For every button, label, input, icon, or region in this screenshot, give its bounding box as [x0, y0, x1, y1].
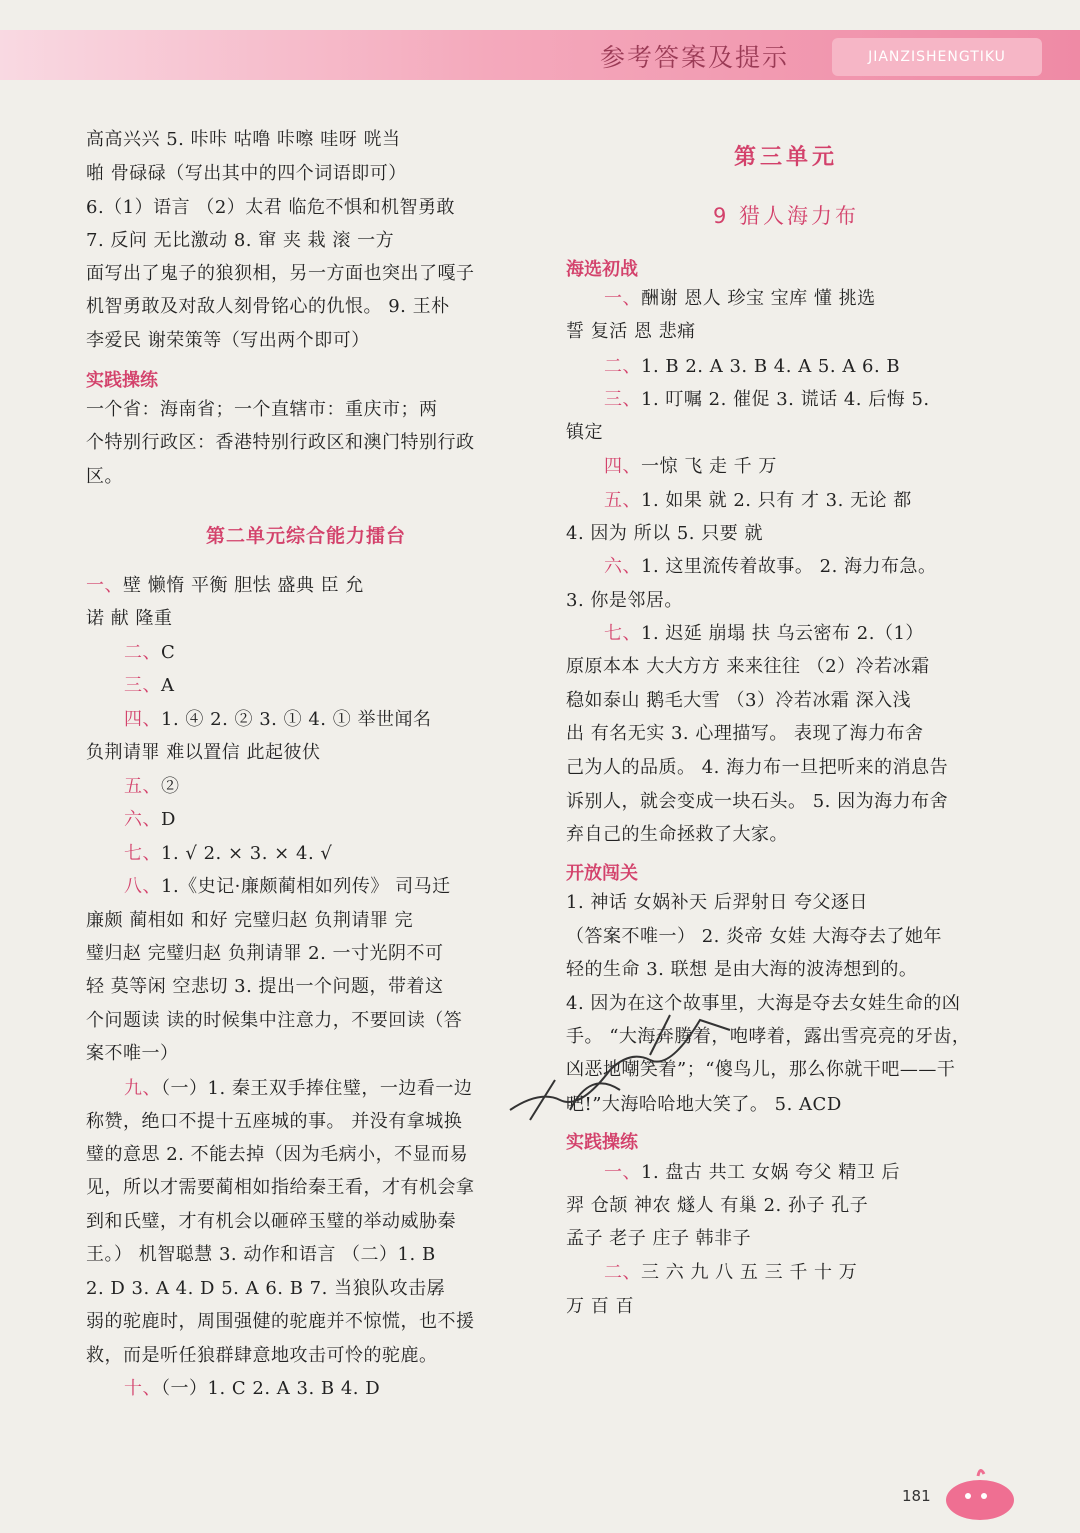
answer-line: 弃自己的生命拯救了大家。: [566, 824, 788, 845]
section-heading-practice: 实践操练: [86, 370, 158, 391]
answer-line: 负荆请罪 难以置信 此起彼伏: [86, 742, 321, 763]
answer-line: 誓 复活 恩 悲痛: [566, 321, 696, 342]
answer-line: 见，所以才需要蔺相如指给秦王看，才有机会拿: [86, 1177, 475, 1198]
answer-line: 案不唯一）: [86, 1043, 179, 1064]
answer-line: 4. 因为在这个故事里，大海是夺去女娃生命的凶: [566, 993, 961, 1014]
header-tag: JIANZISHENGTIKU: [832, 38, 1042, 76]
answer-line: 一、1. 盘古 共工 女娲 夸父 精卫 后: [604, 1162, 901, 1183]
page-number: 181: [902, 1487, 931, 1505]
left-line: 6.（1）语言 （2）太君 临危不惧和机智勇敢: [86, 197, 456, 218]
answer-line: 称赞，绝口不提十五座城的事。 并没有拿城换: [86, 1111, 463, 1132]
answer-line: 王。） 机智聪慧 3. 动作和语言 （二）1. B: [86, 1244, 436, 1265]
answer-line: 1. 神话 女娲补天 后羿射日 夸父逐日: [566, 892, 869, 913]
header-title: 参考答案及提示: [600, 43, 790, 72]
answer-line: 四、1. ④ 2. ② 3. ① 4. ① 举世闻名: [124, 709, 432, 730]
answer-line: 二、C: [124, 642, 176, 663]
answer-line: 羿 仓颉 神农 燧人 有巢 2. 孙子 孔子: [566, 1195, 869, 1216]
answer-line: 二、1. B 2. A 3. B 4. A 5. A 6. B: [604, 356, 901, 377]
answer-line: 诺 献 隆重: [86, 608, 173, 629]
answer-line: 七、1. 迟延 崩塌 扶 乌云密布 2.（1）: [604, 623, 924, 644]
answer-line: 诉别人，就会变成一块石头。 5. 因为海力布舍: [566, 791, 949, 812]
answer-line: 璧归赵 完璧归赵 负荆请罪 2. 一寸光阴不可: [86, 943, 444, 964]
answer-line: 救，而是听任狼群肆意地攻击可怜的驼鹿。: [86, 1345, 438, 1366]
practice-line: 一个省：海南省；一个直辖市：重庆市；两: [86, 399, 438, 420]
answer-line: 一、酬谢 恩人 珍宝 宝库 懂 挑选: [604, 288, 876, 309]
left-line: 面写出了鬼子的狼狈相，另一方面也突出了嘎子: [86, 263, 475, 284]
left-line: 机智勇敢及对敌人刻骨铭心的仇恨。 9. 王朴: [86, 296, 450, 317]
left-line: 啪 骨碌碌（写出其中的四个词语即可）: [86, 163, 407, 184]
answer-line: 三、A: [124, 675, 175, 696]
section-heading-2: 开放闯关: [566, 863, 638, 884]
answer-line: （答案不唯一） 2. 炎帝 女娃 大海夺去了她年: [566, 926, 943, 947]
answer-line: 万 百 百: [566, 1296, 634, 1317]
lesson-title: 9 猎人海力布: [712, 204, 860, 228]
answer-line: 弱的驼鹿时，周围强健的驼鹿并不惊慌，也不援: [86, 1311, 475, 1332]
answer-line: 六、D: [124, 809, 176, 830]
answer-line: 七、1. √ 2. × 3. × 4. √: [124, 843, 333, 864]
answer-line: 吧!”大海哈哈地大笑了。 5. ACD: [566, 1094, 842, 1115]
answer-line: 二、三 六 九 八 五 三 千 十 万: [604, 1262, 858, 1283]
answer-line: 三、1. 叮嘱 2. 催促 3. 谎话 4. 后悔 5.: [604, 389, 930, 410]
answer-line: 2. D 3. A 4. D 5. A 6. B 7. 当狼队攻击孱: [86, 1278, 446, 1299]
answer-line: 五、②: [124, 776, 180, 797]
answer-line: 原原本本 大大方方 来来往往 （2）冷若冰霜: [566, 656, 930, 677]
left-line: 7. 反问 无比激动 8. 窜 夹 栽 滚 一方: [86, 230, 395, 251]
answer-line: 八、1.《史记·廉颇蔺相如列传》 司马迁: [124, 876, 451, 897]
left-line: 高高兴兴 5. 咔咔 咕噜 咔嚓 哇呀 咣当: [86, 129, 401, 150]
answer-line: 镇定: [566, 422, 603, 443]
practice-line: 个特别行政区：香港特别行政区和澳门特别行政: [86, 432, 475, 453]
pink-whale-mascot-icon: [940, 1462, 1020, 1522]
answer-line: 十、（一）1. C 2. A 3. B 4. D: [124, 1378, 381, 1399]
answer-line: 六、1. 这里流传着故事。 2. 海力布急。: [604, 556, 937, 577]
answer-line: 个问题读 读的时候集中注意力，不要回读（答: [86, 1010, 463, 1031]
unit-review-title: 第二单元综合能力擂台: [205, 525, 406, 547]
answer-line: 出 有名无实 3. 心理描写。 表现了海力布舍: [566, 723, 924, 744]
section-heading-3: 实践操练: [566, 1132, 638, 1153]
answer-line: 凶恶地嘲笑着”；“傻鸟儿，那么你就干吧——干: [566, 1059, 956, 1080]
answer-line: 廉颇 蔺相如 和好 完璧归赵 负荆请罪 完: [86, 910, 414, 931]
answer-line: 4. 因为 所以 5. 只要 就: [566, 523, 763, 544]
answer-line: 轻 莫等闲 空悲切 3. 提出一个问题，带着这: [86, 976, 444, 997]
section-heading-1: 海选初战: [566, 259, 638, 280]
left-line: 李爱民 谢荣策等（写出两个即可）: [86, 330, 370, 351]
answer-line: 轻的生命 3. 联想 是由大海的波涛想到的。: [566, 959, 918, 980]
unit-title: 第三单元: [733, 145, 838, 170]
answer-line: 一、壁 懒惰 平衡 胆怯 盛典 臣 允: [86, 575, 364, 596]
answer-line: 四、一惊 飞 走 千 万: [604, 456, 777, 477]
answer-line: 己为人的品质。 4. 海力布一旦把听来的消息告: [566, 757, 949, 778]
answer-line: 九、（一）1. 秦王双手捧住璧，一边看一边: [124, 1078, 473, 1099]
answer-line: 稳如泰山 鹅毛大雪 （3）冷若冰霜 深入浅: [566, 690, 912, 711]
handwritten-scribble: [500, 1000, 740, 1140]
answer-line: 到和氏璧，才有机会以砸碎玉璧的举动威胁秦: [86, 1211, 456, 1232]
answer-line: 五、1. 如果 就 2. 只有 才 3. 无论 都: [604, 490, 912, 511]
answer-line: 孟子 老子 庄子 韩非子: [566, 1228, 752, 1249]
answer-line: 3. 你是邻居。: [566, 590, 683, 611]
answer-line: 璧的意思 2. 不能去掉（因为毛病小，不显而易: [86, 1144, 469, 1165]
answer-line: 手。 “大海奔腾着，咆哮着，露出雪亮亮的牙齿，: [566, 1026, 971, 1047]
practice-line: 区。: [86, 466, 123, 487]
